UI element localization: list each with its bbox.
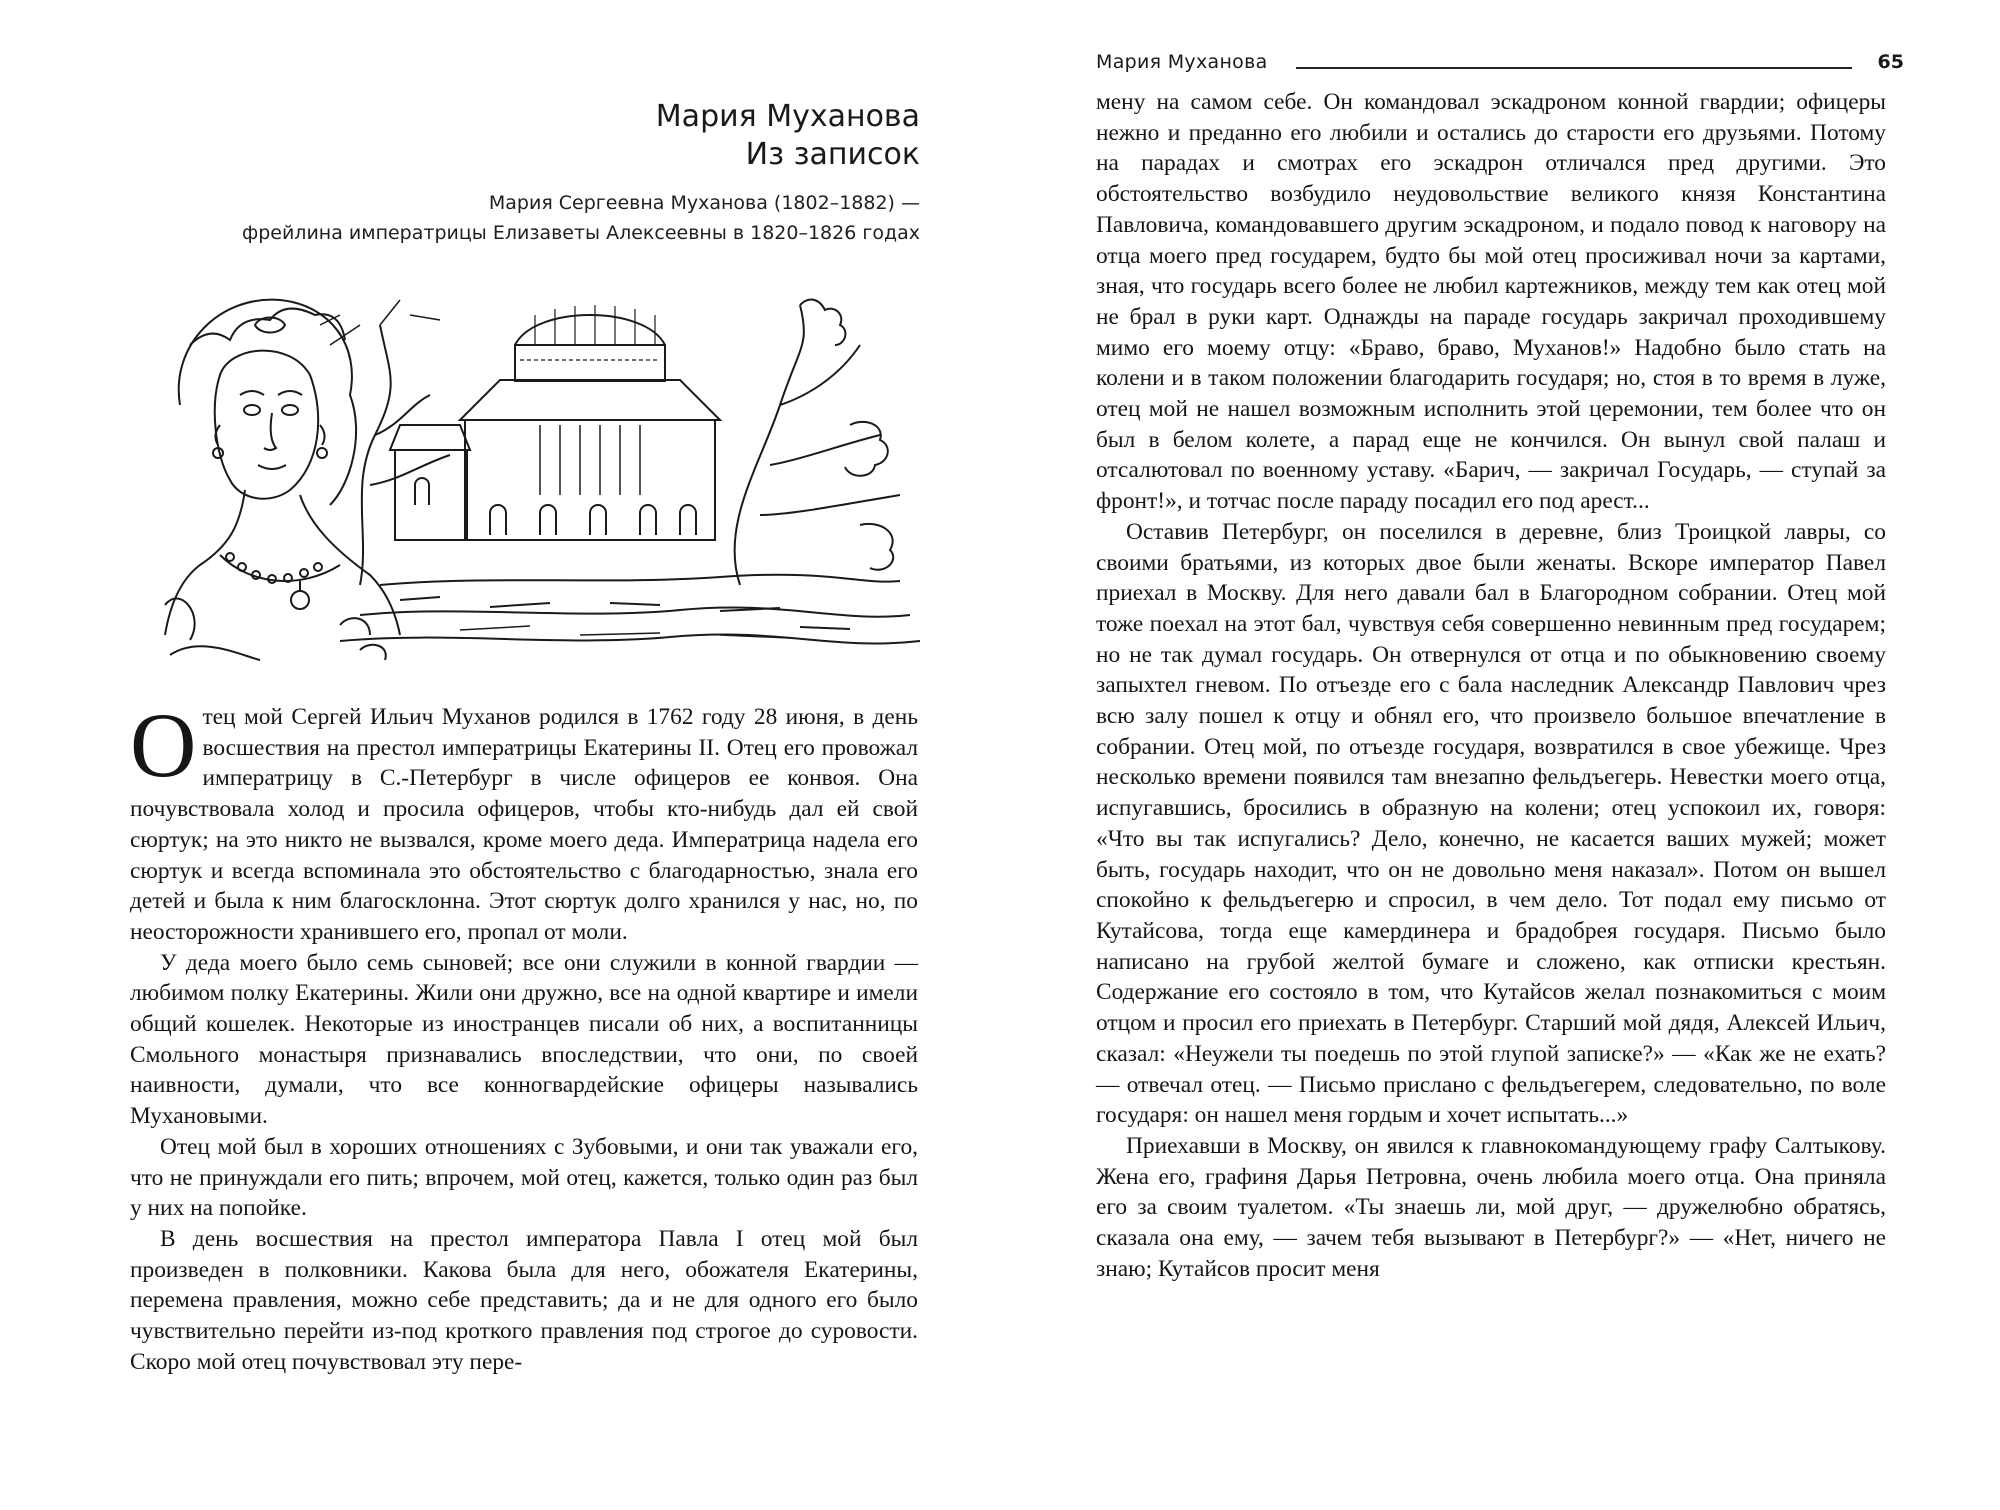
running-head-rule	[1296, 67, 1852, 69]
left-body-text	[130, 694, 918, 1377]
running-head	[1096, 50, 1904, 80]
paragraph	[130, 694, 918, 948]
right-page	[1000, 0, 2000, 1510]
paragraph: Оставив Петербург, он поселился в деревне, близ Троицкой лавры, со своими братьями, из которых двое были женаты. Вскоре император Павел приехал в Москву. Для него давали бал в Благородном собрании. Отец мой тоже поехал на этот бал, чувствуя себя совершенно невинным пред государем; но не так думал государь. Он отвернулся от отца и по обыкновению своему запыхтел гневом. По отъезде его с бала наследник Александр Павлович чрез всю залу пошел к отцу и обнял его, что произвело большое впечатление в собрании. Отец мой, по отъезде государя, возвратился в свое убежище. Чрез несколько времени появился там внезапно фельдъегерь. Невестки моего отца, испугавшись, бросились в образную на колени; отец успокоил их, говоря: «Что вы так испугались? Дело, конечно, не касается ваших мужей; может быть, государь находит, что он не довольно меня наказал». Потом он вышел спокойно к фельдъегерю и спросил, в чем дело. Тот подал ему письмо от Кутайсова, тогда еще камердинера и брадобрея государя. Письмо было написано на грубой желтой бумаге и сложено, как отписки крестьян. Содержание его состояло в том, что Кутайсов желал познакомиться с моим отцом и просил его приехать в Петербург. Старший мой дядя, Алексей Ильич, сказал: «Неужели ты поедешь по этой глупой записке?» — «Как же не ехать? — отвечал отец. — Письмо прислано с фельдъегерем, следовательно, по воле государя: он нашел меня гордым и хочет испытать...»	[1096, 518, 1886, 1129]
paragraph: У деда моего было семь сыновей; все они служили в конной гвардии — любимом полку Екатерины. Жили они дружно, все на одной квартире и имели общий кошелек. Некоторые из иностранцев писали об них, а воспитанницы Смольного монастыря признавались впоследствии, что они, по своей наивности, думали, что все конногвардейские офицеры назывались Мухановыми.	[130, 949, 918, 1130]
intro-line-1: Мария Сергеевна Муханова (1802–1882) —	[488, 192, 920, 214]
drop-cap: О	[130, 694, 197, 796]
chapter-subtitle: Из записок	[745, 137, 920, 172]
chapter-title	[140, 98, 920, 174]
page-number: 65	[1877, 51, 1904, 73]
running-head-title: Мария Муханова	[1096, 51, 1268, 73]
paragraph: Отец мой был в хороших отношениях с Зубовыми, и они так уважали его, что не принуждали его пить; впрочем, мой отец, кажется, только один раз был у них на попойке.	[130, 1133, 918, 1222]
portrait-and-manor-engraving	[160, 285, 922, 665]
paragraph: Приехавши в Москву, он явился к главнокомандующему графу Салтыкову. Жена его, графиня Дарья Петровна, очень любила моего отца. Она приняла его за своим туалетом. «Ты знаешь ли, мой друг, — дружелюбно обратясь, сказала она ему, — зачем тебя вызывают в Петербург?» — «Нет, ничего не знаю; Кутайсов просит меня	[1096, 1132, 1886, 1282]
paragraph: В день восшествия на престол императора Павла I отец мой был произведен в полковники. Какова была для него, обожателя Екатерины, перемена правления, можно себе представить; да и не для одного его было чувствительно перейти из-под кроткого правления под строгое до суровости. Скоро мой отец почувствовал эту пере-	[130, 1225, 918, 1375]
intro-line-2: фрейлина императрицы Елизаветы Алексеевны в 1820–1826 годах	[241, 222, 920, 244]
chapter-intro	[120, 188, 920, 248]
chapter-author: Мария Муханова	[655, 99, 920, 134]
paragraph: мену на самом себе. Он командовал эскадроном конной гвардии; офицеры нежно и преданно его любили и остались до старости его друзьями. Потому на парадах и смотрах его эскадрон отличался пред другими. Это обстоятельство возбудило неудовольствие великого князя Константина Павловича, командовавшего другим эскадроном, и подало повод к наговору на отца моего пред государем, будто бы мой отец просиживал ночи за картами, зная, что государь всего более не любил картежников, между тем как отец мой не брал в руки карт. Однажды на параде государь закричал проходившему мимо его моему отцу: «Браво, браво, Муханов!» Надобно было стать на колени и в таком положении благодарить государя; но, стоя в то время в луже, отец мой не нашел возможным исполнить этой церемонии, тем более что он был в белом колете, а парад еще не кончился. Он вынул свой палаш и отсалютовал по военному уставу. «Барич, — закричал Государь, — ступай за фронт!», и тотчас после параду посадил его под арест...	[1096, 89, 1886, 515]
paragraph-text: тец мой Сергей Ильич Муханов родился в 1762 году 28 июня, в день восшествия на престол императрицы Екатерины II. Отец его провожал императрицу в С.-Петербург в числе офицеров ее конвоя. Она почувствовала холод и просила офицеров, чтобы кто-нибудь дал ей свой сюртук; на это никто не вызвался, кроме моего деда. Императрица надела его сюртук и всегда вспоминала это обстоятельство с благодарностью, знала его детей и была к ним благосклонна. Этот сюртук долго хранился у нас, но, по неосторожности хранившего его, пропал от моли.	[130, 704, 918, 945]
right-body-text	[1096, 87, 1886, 1284]
